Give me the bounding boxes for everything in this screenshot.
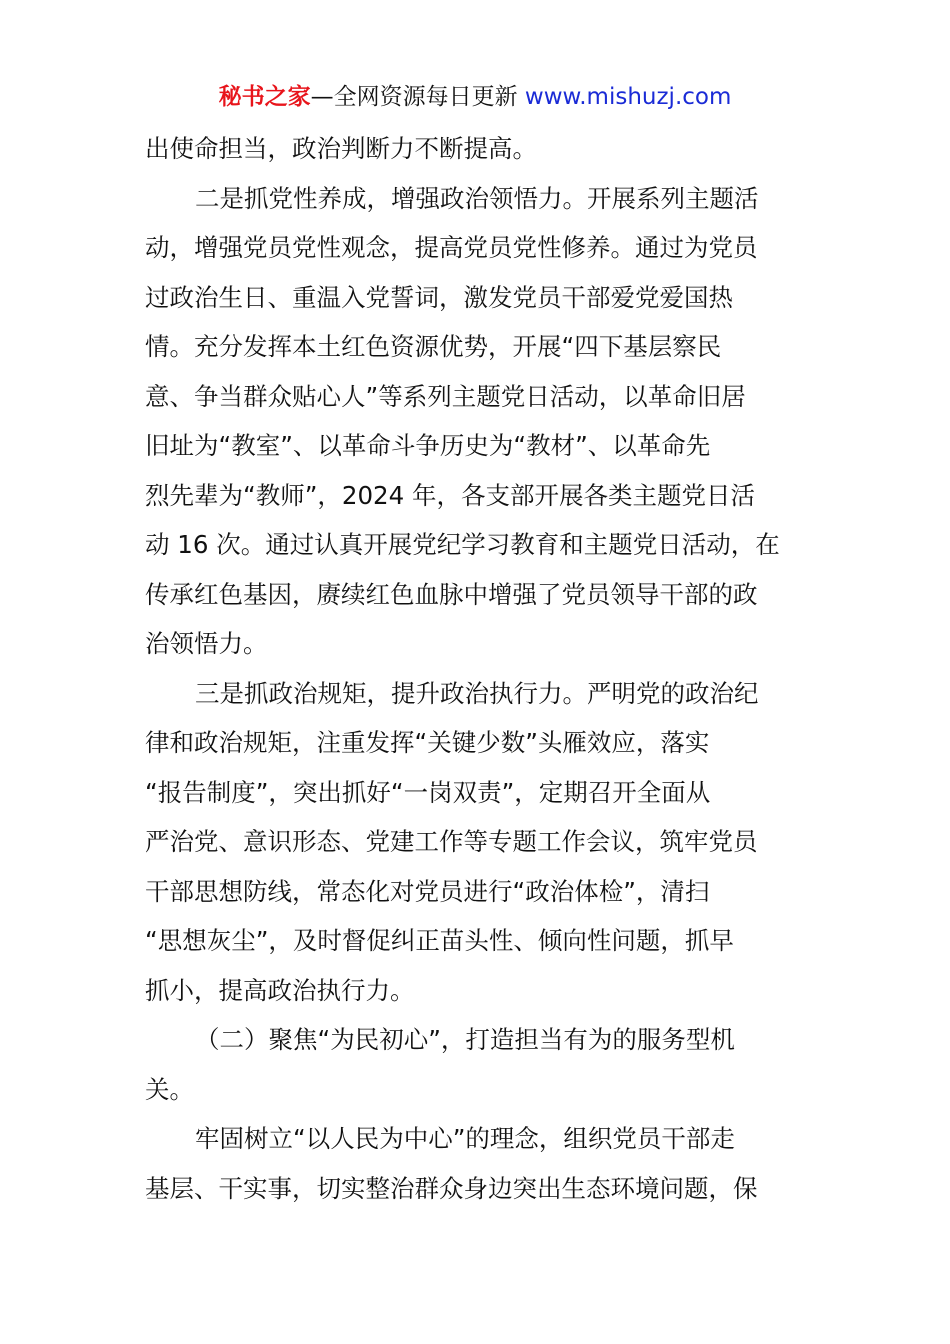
text-line: 旧址为“教室”、以革命斗争历史为“教材”、以革命先	[145, 431, 711, 460]
text-line: “思想灰尘”，及时督促纠正苗头性、倾向性问题，抓早	[145, 926, 734, 955]
text-line: 情。充分发挥本土红色资源优势，开展“四下基层察民	[145, 332, 722, 361]
text-line: 律和政治规矩，注重发挥“关键少数”头雁效应，落实	[145, 728, 710, 757]
text-line: 传承红色基因，赓续红色血脉中增强了党员领导干部的政	[145, 579, 758, 609]
site-header	[0, 80, 950, 114]
text-line: 抓小，提高政治执行力。	[145, 975, 415, 1005]
site-url-link[interactable]: www.mishuzj.com	[524, 84, 732, 110]
text-line: 烈先辈为“教师”，2024 年，各支部开展各类主题党日活	[145, 480, 756, 510]
text-line: 严治党、意识形态、党建工作等专题工作会议，筑牢党员	[145, 827, 758, 856]
text-line: 动 16 次。通过认真开展党纪学习教育和主题党日活动，在	[145, 530, 780, 559]
site-tagline: —全网资源每日更新	[310, 84, 525, 110]
text-line: 意、争当群众贴心人”等系列主题党日活动，以革命旧居	[145, 381, 746, 411]
text-line: 过政治生日、重温入党誓词，激发党员干部爱党爱国热	[145, 282, 733, 312]
section-heading-cont: 关。	[145, 1074, 194, 1104]
text-line: 三是抓政治规矩，提升政治执行力。严明党的政治纪	[195, 678, 759, 708]
section-heading: （二）聚焦“为民初心”，打造担当有为的服务型机	[195, 1025, 735, 1054]
text-line: “报告制度”，突出抓好“一岗双责”，定期召开全面从	[145, 777, 711, 807]
text-line: 出使命担当，政治判断力不断提高。	[145, 134, 537, 163]
text-line: 基层、干实事，切实整治群众身边突出生态环境问题，保	[145, 1173, 758, 1203]
text-line: 动，增强党员党性观念，提高党员党性修养。通过为党员	[145, 233, 758, 262]
text-line: 治领悟力。	[145, 629, 268, 658]
text-line: 二是抓党性养成，增强政治领悟力。开展系列主题活	[195, 183, 759, 213]
text-line: 牢固树立“以人民为中心”的理念，组织党员干部走	[195, 1124, 735, 1153]
document-body	[145, 124, 807, 1213]
site-brand: 秘书之家	[218, 84, 311, 110]
text-line: 干部思想防线，常态化对党员进行“政治体检”，清扫	[145, 876, 710, 906]
